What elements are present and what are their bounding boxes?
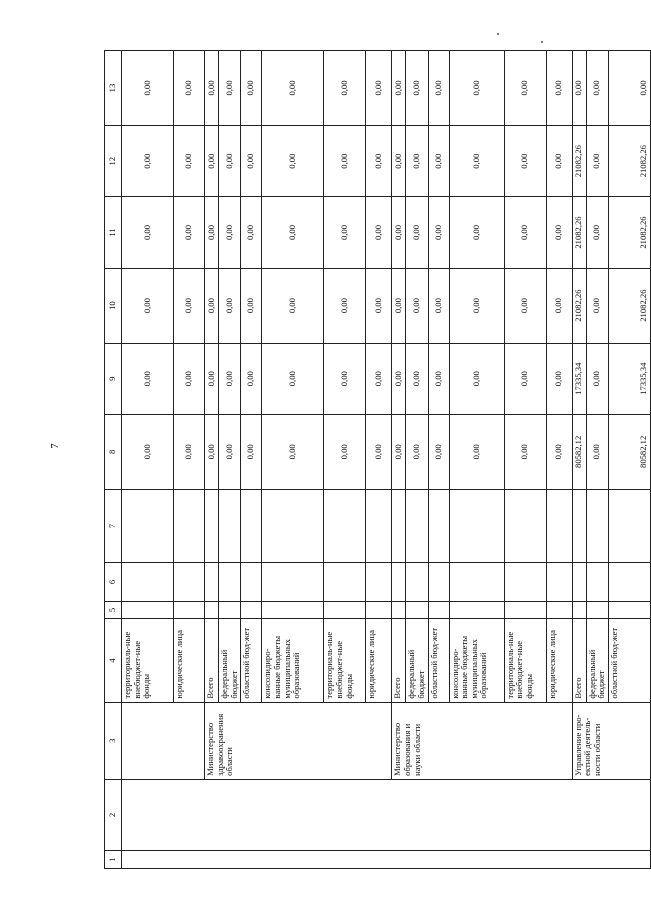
row-label-cell: федеральный бюджет: [586, 619, 608, 702]
value-cell: 0,00: [205, 414, 219, 489]
value-cell: 21082,26: [608, 268, 650, 343]
value-cell: 0,00: [428, 197, 449, 268]
value-cell: 0,00: [546, 51, 572, 126]
value-cell: 0,00: [219, 343, 241, 414]
value-cell: 0,00: [174, 414, 205, 489]
value-cell: 0,00: [449, 268, 504, 343]
value-cell: 0,00: [262, 343, 324, 414]
value-cell: 0,00: [428, 51, 449, 126]
value-cell: 0,00: [586, 343, 608, 414]
empty-cell: [504, 563, 546, 601]
value-cell: 0,00: [406, 51, 428, 126]
value-cell: 0,00: [324, 197, 366, 268]
header-cell: 12: [105, 126, 122, 197]
header-cell: 11: [105, 197, 122, 268]
value-cell: 0,00: [428, 268, 449, 343]
value-cell: 0,00: [392, 126, 406, 197]
row-label-cell: областной бюд-жет: [608, 619, 650, 702]
empty-cell: [219, 601, 241, 619]
value-cell: 0,00: [504, 414, 546, 489]
empty-cell: [546, 489, 572, 563]
value-cell: 17335,34: [608, 343, 650, 414]
empty-cell: [406, 601, 428, 619]
row-label-cell: территориаль-ные внебюджет-ные фонды: [504, 619, 546, 702]
value-cell: 0,00: [586, 126, 608, 197]
row-label-cell: территориаль-ные внебюджет-ные фонды: [324, 619, 366, 702]
empty-cell: [324, 489, 366, 563]
empty-cell: [122, 779, 651, 850]
empty-cell: [504, 489, 546, 563]
value-cell: 0,00: [122, 268, 174, 343]
value-cell: 17335,34: [572, 343, 586, 414]
header-cell: 6: [105, 563, 122, 601]
value-cell: 21082,26: [572, 197, 586, 268]
value-cell: 0,00: [241, 343, 262, 414]
row-label-cell: Всего: [572, 619, 586, 702]
value-cell: 0,00: [241, 414, 262, 489]
value-cell: 0,00: [241, 126, 262, 197]
value-cell: 21082,26: [572, 126, 586, 197]
value-cell: 0,00: [449, 126, 504, 197]
value-cell: 0,00: [546, 414, 572, 489]
header-cell: 13: [105, 51, 122, 126]
empty-cell: [449, 563, 504, 601]
row-label-cell: консолидиро-ванные бюджеты муниципальных образований: [449, 619, 504, 702]
empty-cell: [572, 489, 586, 563]
value-cell: 0,00: [174, 126, 205, 197]
value-cell: 0,00: [219, 268, 241, 343]
value-cell: 0,00: [219, 414, 241, 489]
empty-cell: [428, 601, 449, 619]
value-cell: 0,00: [122, 414, 174, 489]
value-cell: 0,00: [366, 51, 392, 126]
value-cell: 0,00: [406, 343, 428, 414]
value-cell: 0,00: [241, 268, 262, 343]
budget-table: [104, 50, 651, 869]
value-cell: 0,00: [219, 126, 241, 197]
value-cell: 0,00: [174, 343, 205, 414]
value-cell: 0,00: [219, 197, 241, 268]
table-row: [205, 51, 219, 869]
header-cell: 8: [105, 414, 122, 489]
empty-cell: [366, 563, 392, 601]
table-row: [122, 51, 174, 869]
value-cell: 0,00: [449, 51, 504, 126]
empty-cell: [428, 489, 449, 563]
row-label-cell: юридические лица: [546, 619, 572, 702]
empty-cell: [546, 601, 572, 619]
value-cell: 0,00: [406, 268, 428, 343]
value-cell: 0,00: [205, 268, 219, 343]
value-cell: 0,00: [366, 343, 392, 414]
header-cell: 3: [105, 702, 122, 779]
value-cell: 0,00: [449, 197, 504, 268]
value-cell: 0,00: [122, 343, 174, 414]
value-cell: 0,00: [586, 51, 608, 126]
value-cell: 0,00: [428, 343, 449, 414]
empty-cell: [608, 563, 650, 601]
empty-cell: [449, 601, 504, 619]
scan-speck: [541, 41, 543, 43]
org-cell: [122, 702, 205, 779]
value-cell: 0,00: [262, 197, 324, 268]
value-cell: 21082,26: [572, 268, 586, 343]
value-cell: 0,00: [262, 414, 324, 489]
empty-cell: [262, 563, 324, 601]
value-cell: 0,00: [428, 126, 449, 197]
value-cell: 0,00: [324, 126, 366, 197]
row-label-cell: консолидиро-ванные бюджеты муниципальных образований: [262, 619, 324, 702]
value-cell: 0,00: [122, 51, 174, 126]
empty-cell: [406, 489, 428, 563]
value-cell: 0,00: [449, 414, 504, 489]
empty-cell: [174, 563, 205, 601]
header-cell: 1: [105, 851, 122, 869]
page-number: 7: [48, 443, 61, 449]
value-cell: 0,00: [504, 197, 546, 268]
empty-cell: [504, 601, 546, 619]
empty-cell: [449, 489, 504, 563]
empty-cell: [324, 563, 366, 601]
empty-cell: [122, 489, 174, 563]
table-row: [392, 51, 406, 869]
row-label-cell: юридические лица: [174, 619, 205, 702]
value-cell: 0,00: [366, 268, 392, 343]
value-cell: 0,00: [262, 268, 324, 343]
empty-cell: [262, 489, 324, 563]
value-cell: 0,00: [241, 197, 262, 268]
empty-cell: [122, 851, 651, 869]
row-label-cell: Всего: [392, 619, 406, 702]
empty-cell: [122, 601, 174, 619]
empty-cell: [572, 563, 586, 601]
empty-cell: [608, 489, 650, 563]
empty-cell: [122, 563, 174, 601]
value-cell: 21082,26: [608, 197, 650, 268]
empty-cell: [241, 563, 262, 601]
row-label-cell: федеральный бюджет: [219, 619, 241, 702]
value-cell: 0,00: [406, 414, 428, 489]
value-cell: 0,00: [392, 197, 406, 268]
value-cell: 0,00: [392, 343, 406, 414]
empty-cell: [428, 563, 449, 601]
row-label-cell: Всего: [205, 619, 219, 702]
value-cell: 0,00: [122, 197, 174, 268]
empty-cell: [546, 563, 572, 601]
rotated-page: [104, 50, 649, 869]
empty-cell: [205, 601, 219, 619]
value-cell: 0,00: [586, 197, 608, 268]
row-label-cell: федеральный бюджет: [406, 619, 428, 702]
empty-cell: [366, 489, 392, 563]
value-cell: 0,00: [262, 51, 324, 126]
empty-cell: [366, 601, 392, 619]
value-cell: 0,00: [262, 126, 324, 197]
empty-cell: [608, 601, 650, 619]
value-cell: 0,00: [546, 268, 572, 343]
value-cell: 0,00: [546, 197, 572, 268]
value-cell: 0,00: [122, 126, 174, 197]
value-cell: 80582,12: [572, 414, 586, 489]
header-cell: 4: [105, 619, 122, 702]
org-cell: Министерство здравоохранения области: [205, 702, 392, 779]
value-cell: 0,00: [406, 197, 428, 268]
value-cell: 0,00: [174, 51, 205, 126]
value-cell: 0,00: [608, 51, 650, 126]
org-cell: Управление про-ектной деятель-ности области: [572, 702, 650, 779]
value-cell: 21082,26: [608, 126, 650, 197]
empty-cell: [392, 601, 406, 619]
value-cell: 0,00: [205, 343, 219, 414]
header-cell: 5: [105, 601, 122, 619]
value-cell: 0,00: [586, 414, 608, 489]
value-cell: 0,00: [174, 197, 205, 268]
value-cell: 0,00: [241, 51, 262, 126]
empty-cell: [586, 563, 608, 601]
empty-cell: [205, 563, 219, 601]
empty-cell: [219, 489, 241, 563]
empty-cell: [324, 601, 366, 619]
value-cell: 0,00: [546, 126, 572, 197]
empty-cell: [174, 489, 205, 563]
value-cell: 0,00: [392, 268, 406, 343]
value-cell: 0,00: [504, 343, 546, 414]
row-label-cell: областной бюд-жет: [428, 619, 449, 702]
org-cell: Министерство образования и науки области: [392, 702, 572, 779]
value-cell: 0,00: [174, 268, 205, 343]
empty-cell: [392, 563, 406, 601]
empty-cell: [241, 601, 262, 619]
value-cell: 0,00: [546, 343, 572, 414]
empty-cell: [262, 601, 324, 619]
value-cell: 0,00: [504, 268, 546, 343]
value-cell: 0,00: [205, 51, 219, 126]
empty-cell: [572, 601, 586, 619]
empty-cell: [174, 601, 205, 619]
value-cell: 0,00: [366, 126, 392, 197]
table-row: [572, 51, 586, 869]
empty-cell: [219, 563, 241, 601]
value-cell: 0,00: [324, 51, 366, 126]
value-cell: 0,00: [586, 268, 608, 343]
empty-cell: [241, 489, 262, 563]
row-label-cell: юридические лица: [366, 619, 392, 702]
value-cell: 0,00: [392, 414, 406, 489]
header-cell: 7: [105, 489, 122, 563]
value-cell: 0,00: [449, 343, 504, 414]
table-body: [122, 51, 651, 869]
value-cell: 0,00: [504, 51, 546, 126]
empty-cell: [406, 563, 428, 601]
value-cell: 0,00: [324, 268, 366, 343]
value-cell: 0,00: [406, 126, 428, 197]
header-cell: 9: [105, 343, 122, 414]
value-cell: 80582,12: [608, 414, 650, 489]
row-label-cell: областной бюд-жет: [241, 619, 262, 702]
value-cell: 0,00: [504, 126, 546, 197]
value-cell: 0,00: [205, 197, 219, 268]
value-cell: 0,00: [324, 414, 366, 489]
row-label-cell: территориаль-ные внебюджет-ные фонды: [122, 619, 174, 702]
header-cell: 2: [105, 779, 122, 850]
header-cell: 10: [105, 268, 122, 343]
scan-speck: [497, 33, 499, 35]
value-cell: 0,00: [392, 51, 406, 126]
value-cell: 0,00: [428, 414, 449, 489]
empty-cell: [392, 489, 406, 563]
empty-cell: [205, 489, 219, 563]
empty-cell: [586, 601, 608, 619]
header-row: [105, 51, 122, 869]
value-cell: 0,00: [205, 126, 219, 197]
value-cell: 0,00: [366, 414, 392, 489]
empty-cell: [586, 489, 608, 563]
value-cell: 0,00: [572, 51, 586, 126]
value-cell: 0,00: [324, 343, 366, 414]
value-cell: 0,00: [219, 51, 241, 126]
value-cell: 0,00: [366, 197, 392, 268]
